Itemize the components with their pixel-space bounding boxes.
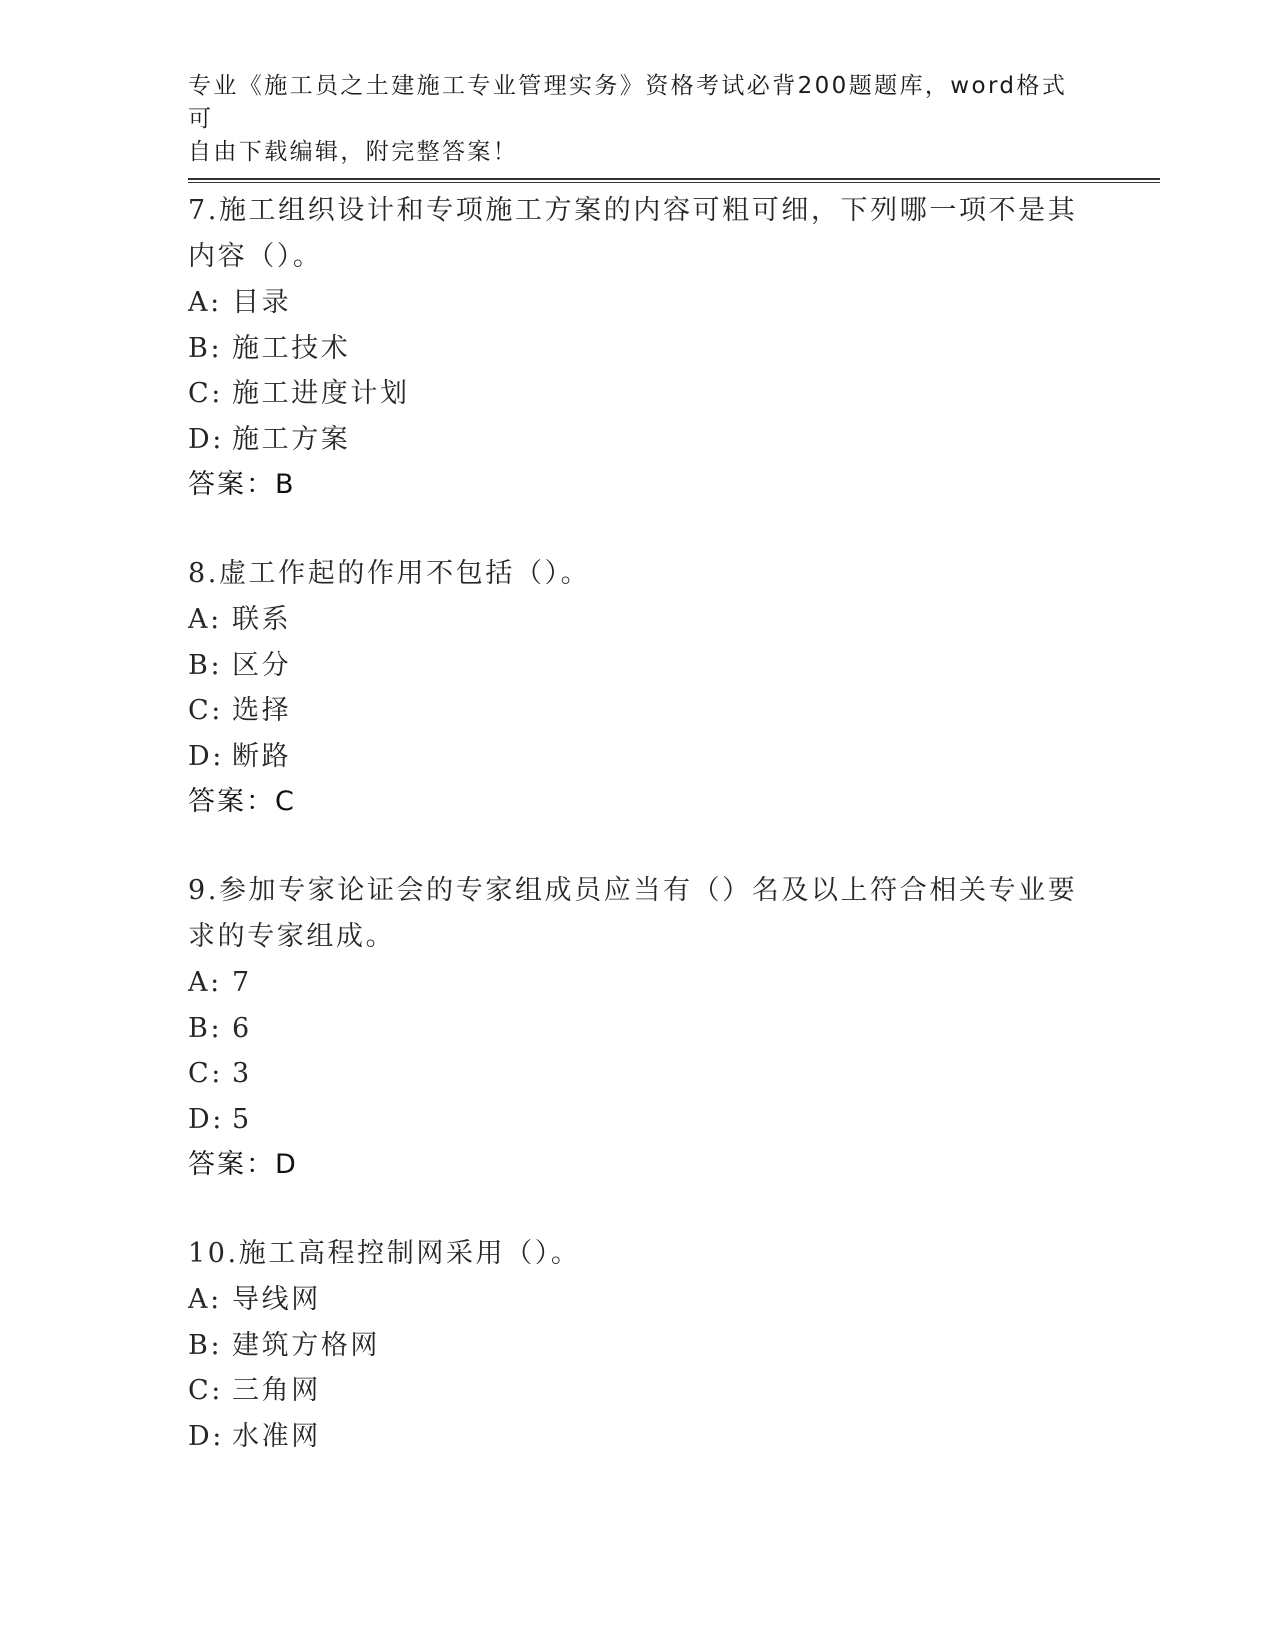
- option-c: [188, 1368, 1088, 1414]
- option-a: [188, 960, 1088, 1006]
- option-text: 5: [232, 1103, 252, 1135]
- question-list: [188, 188, 1088, 1502]
- option-text: 区分: [232, 649, 292, 681]
- option-text: 目录: [232, 287, 292, 318]
- option-letter: D:: [188, 1103, 224, 1135]
- option-text: 施工进度计划: [232, 378, 410, 409]
- option-b: [188, 643, 1088, 689]
- option-letter: D:: [188, 423, 224, 455]
- option-a: [188, 1277, 1088, 1323]
- option-letter: A:: [188, 287, 222, 318]
- question-text: 8.虚工作起的作用不包括（）。: [188, 558, 591, 589]
- header-line-1: 专业《施工员之土建施工专业管理实务》资格考试必背200题题库，word格式可: [188, 73, 1068, 132]
- option-letter: B:: [188, 1012, 223, 1044]
- option-letter: A:: [188, 1284, 222, 1315]
- question-item: [188, 188, 1088, 508]
- option-letter: B:: [188, 649, 223, 681]
- option-letter: B:: [188, 332, 223, 364]
- option-a: [188, 597, 1088, 643]
- option-letter: C:: [188, 695, 223, 726]
- option-c: [188, 1051, 1088, 1097]
- question-text: 10.施工高程控制网采用（）。: [188, 1238, 581, 1269]
- option-letter: A:: [188, 604, 222, 635]
- option-d: [188, 734, 1088, 780]
- option-text: 7: [232, 967, 252, 998]
- option-letter: C:: [188, 1058, 223, 1089]
- option-text: 选择: [232, 695, 292, 726]
- option-text: 水准网: [232, 1420, 321, 1452]
- header-line-2: 自由下载编辑，附完整答案！: [188, 139, 519, 165]
- option-letter: C:: [188, 378, 223, 409]
- option-d: [188, 1414, 1088, 1460]
- question-item: [188, 868, 1088, 1188]
- header-divider: [188, 178, 1160, 183]
- option-letter: A:: [188, 967, 222, 998]
- option-a: [188, 280, 1088, 326]
- option-text: 联系: [232, 604, 292, 635]
- question-item: [188, 1231, 1088, 1459]
- option-d: [188, 417, 1088, 463]
- option-c: [188, 688, 1088, 734]
- document-header: [188, 70, 1068, 169]
- option-letter: D:: [188, 740, 224, 772]
- question-text: 9.参加专家论证会的专家组成员应当有（）名及以上符合相关专业要求的专家组成。: [188, 875, 1078, 952]
- option-text: 断路: [232, 740, 292, 772]
- option-text: 三角网: [232, 1375, 321, 1406]
- option-text: 施工技术: [232, 332, 351, 364]
- option-d: [188, 1097, 1088, 1143]
- answer-line: 答案：D: [188, 1149, 298, 1180]
- option-letter: B:: [188, 1329, 223, 1361]
- question-item: [188, 551, 1088, 825]
- question-text: 7.施工组织设计和专项施工方案的内容可粗可细，下列哪一项不是其内容（）。: [188, 195, 1078, 272]
- option-letter: C:: [188, 1375, 223, 1406]
- answer-line: 答案：C: [188, 786, 296, 817]
- option-text: 导线网: [232, 1284, 321, 1315]
- option-text: 建筑方格网: [232, 1329, 380, 1361]
- option-b: [188, 1323, 1088, 1369]
- option-text: 施工方案: [232, 423, 351, 455]
- option-letter: D:: [188, 1420, 224, 1452]
- option-b: [188, 326, 1088, 372]
- option-b: [188, 1006, 1088, 1052]
- option-c: [188, 371, 1088, 417]
- option-text: 3: [232, 1058, 252, 1089]
- answer-line: 答案：B: [188, 469, 296, 500]
- option-text: 6: [232, 1012, 252, 1044]
